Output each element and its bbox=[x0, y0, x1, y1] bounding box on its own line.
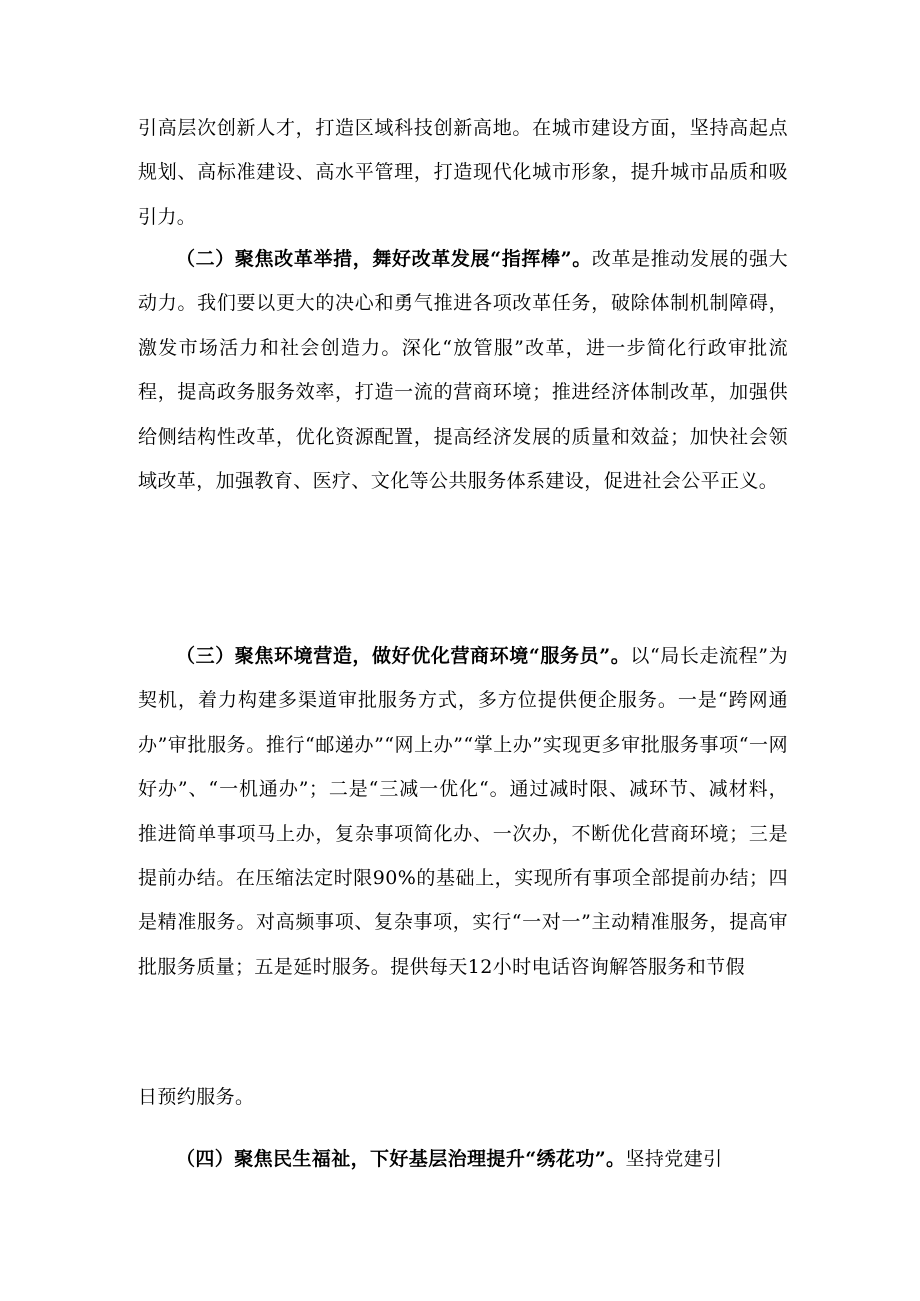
paragraph-text: 日预约服务。 bbox=[138, 1086, 255, 1108]
paragraph-text: 坚持党建引 bbox=[625, 1148, 723, 1170]
paragraph-text: 引高层次创新人才，打造区域科技创新高地。在城市建设方面，坚持高起点规划、高标准建设、高水平管理，打造现代化城市形象，提升城市品质和吸引力。 bbox=[138, 117, 788, 228]
paragraph-city-construction bbox=[138, 106, 788, 239]
paragraph-livelihood bbox=[138, 1137, 788, 1181]
paragraph-business-environment bbox=[138, 634, 788, 989]
paragraph-text: 以“局长走流程”为契机，着力构建多渠道审批服务方式，多方位提供便企服务。一是“跨网通办”审批服务。推行“邮递办”“网上办”“掌上办”实现更多审批服务事项“一网好办”、“一机通办”；二是“三减一优化“。通过减时限、减环节、减材料，推进简单事项马上办，复杂事项简化办、一次办，不断优化营商环境；三是提前办结。在压缩法定时限90%的基础上，实现所有事项全部提前办结；四是精准服务。对高频事项、复杂事项，实行“一对一”主动精准服务，提高审批服务质量；五是延时服务。提供每天12小时电话咨询解答服务和节假 bbox=[138, 645, 788, 978]
section-heading-reform: （二）聚焦改革举措，舞好改革发展“指挥棒”。 bbox=[176, 248, 592, 270]
paragraph-continuation bbox=[138, 1075, 788, 1119]
section-heading-livelihood: （四）聚焦民生福祉，下好基层治理提升“绣花功”。 bbox=[176, 1148, 626, 1170]
paragraph-reform bbox=[138, 237, 788, 503]
section-heading-business-environment: （三）聚焦环境营造，做好优化营商环境“服务员”。 bbox=[176, 645, 631, 667]
paragraph-text: 改革是推动发展的强大动力。我们要以更大的决心和勇气推进各项改革任务，破除体制机制障碍，激发市场活力和社会创造力。深化“放管服”改革，进一步简化行政审批流程，提高政务服务效率，打造一流的营商环境；推进经济体制改革，加强供给侧结构性改革，优化资源配置，提高经济发展的质量和效益；加快社会领域改革，加强教育、医疗、文化等公共服务体系建设，促进社会公平正义。 bbox=[138, 248, 788, 493]
